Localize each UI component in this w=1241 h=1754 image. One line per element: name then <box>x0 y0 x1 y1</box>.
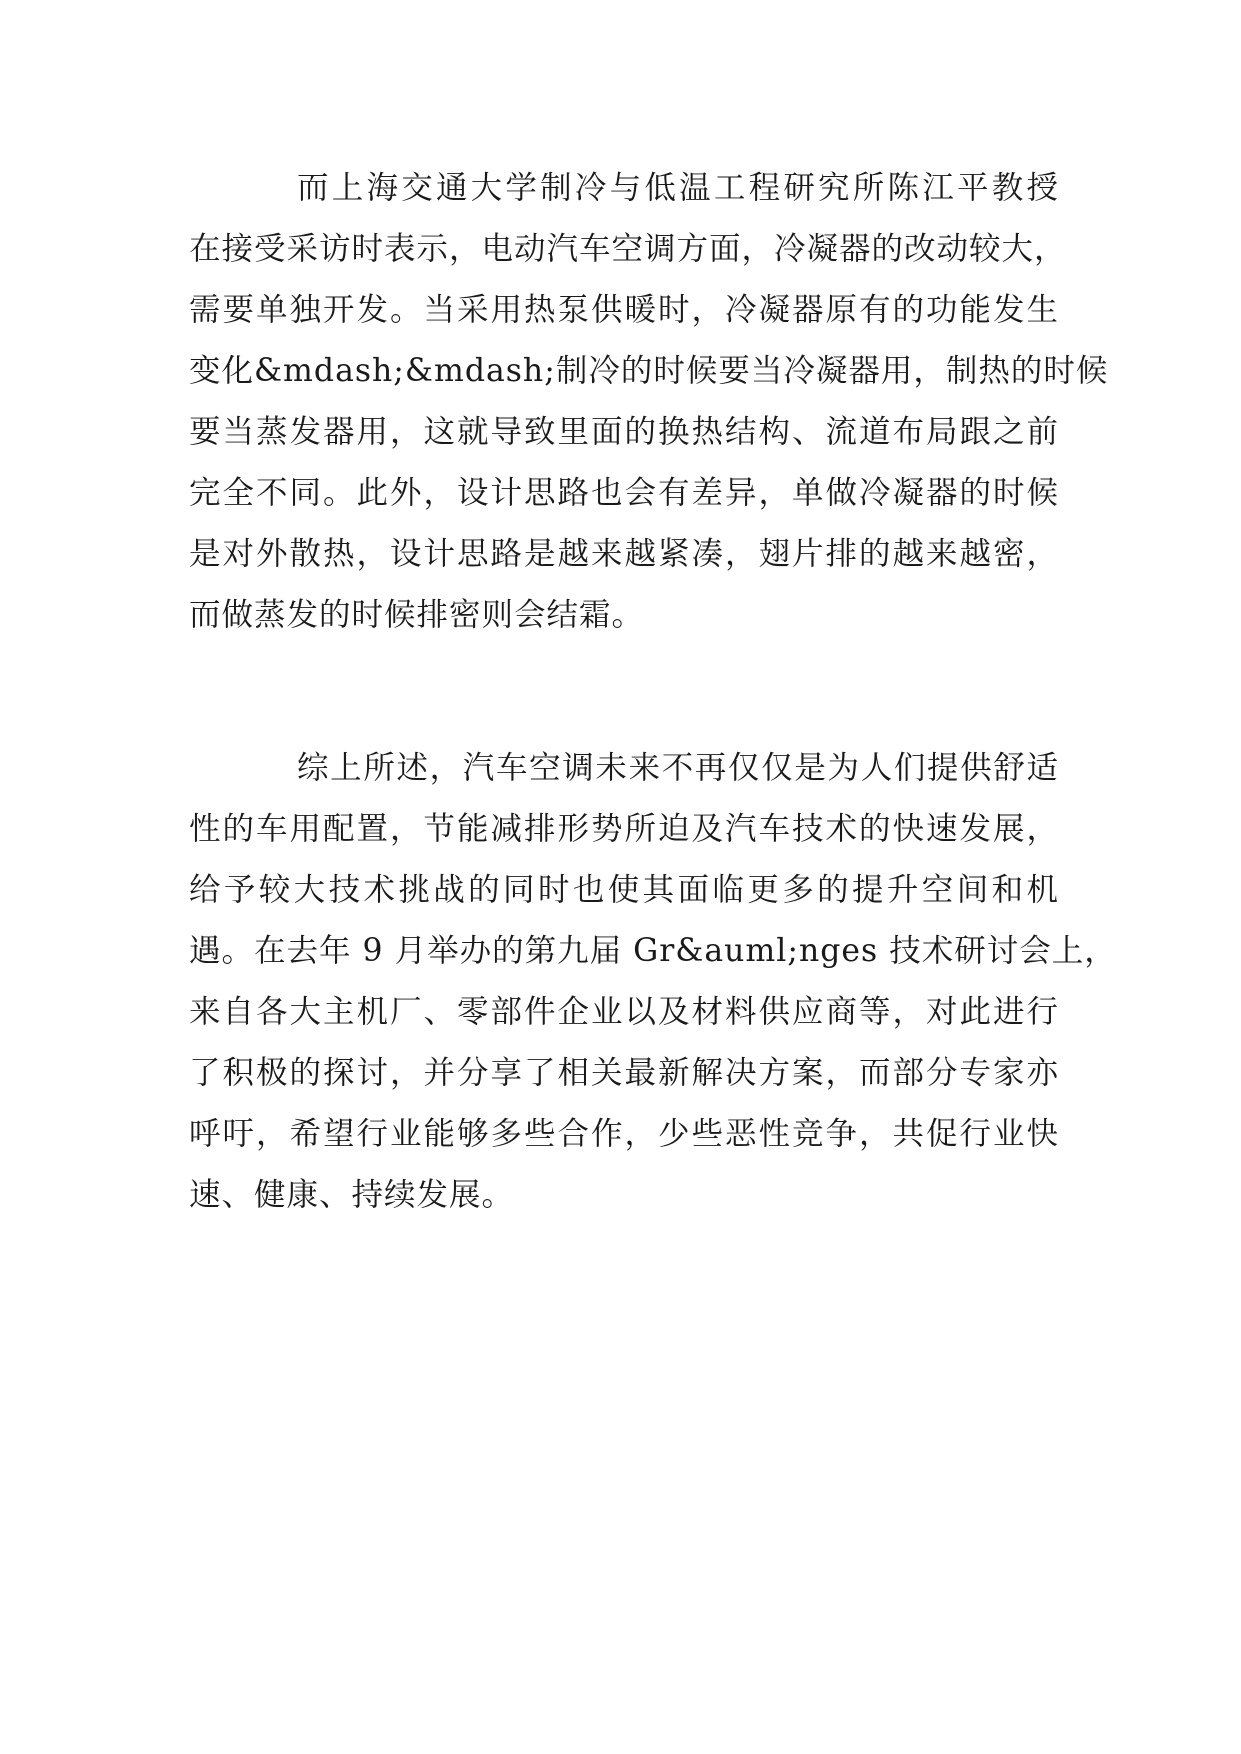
paragraph-line: 遇。在去年 9 月举办的第九届 Gr&auml;nges 技术研讨会上， <box>189 933 1117 969</box>
paragraph-line: 在接受采访时表示，电动汽车空调方面，冷凝器的改动较大， <box>189 231 1067 267</box>
paragraph-line: 来自各大主机厂、零部件企业以及材料供应商等，对此进行 <box>189 994 1059 1030</box>
paragraph-line: 而上海交通大学制冷与低温工程研究所陈江平教授 <box>297 170 1059 206</box>
paragraph-1 <box>189 158 1109 646</box>
paragraph-line: 需要单独开发。当采用热泵供暖时，冷凝器原有的功能发生 <box>189 292 1059 328</box>
paragraph-line: 性的车用配置，节能减排形势所迫及汽车技术的快速发展， <box>189 811 1059 847</box>
paragraph-line: 了积极的探讨，并分享了相关最新解决方案，而部分专家亦 <box>189 1055 1059 1091</box>
paragraph-line: 呼吁，希望行业能够多些合作，少些恶性竞争，共促行业快 <box>189 1116 1059 1152</box>
paragraph-line: 变化&mdash;&mdash;制冷的时候要当冷凝器用，制热的时候 <box>189 353 1109 389</box>
paragraph-line: 是对外散热，设计思路是越来越紧凑，翅片排的越来越密， <box>189 536 1059 572</box>
paragraph-line: 要当蒸发器用，这就导致里面的换热结构、流道布局跟之前 <box>189 414 1059 450</box>
paragraph-line: 而做蒸发的时候排密则会结霜。 <box>189 597 645 633</box>
paragraph-line: 速、健康、持续发展。 <box>189 1177 515 1213</box>
paragraph-line: 给予较大技术挑战的同时也使其面临更多的提升空间和机 <box>189 872 1059 908</box>
paragraph-line: 完全不同。此外，设计思路也会有差异，单做冷凝器的时候 <box>189 475 1059 511</box>
paragraph-line: 综上所述，汽车空调未来不再仅仅是为人们提供舒适 <box>297 750 1059 786</box>
paragraph-2 <box>189 738 1117 1226</box>
